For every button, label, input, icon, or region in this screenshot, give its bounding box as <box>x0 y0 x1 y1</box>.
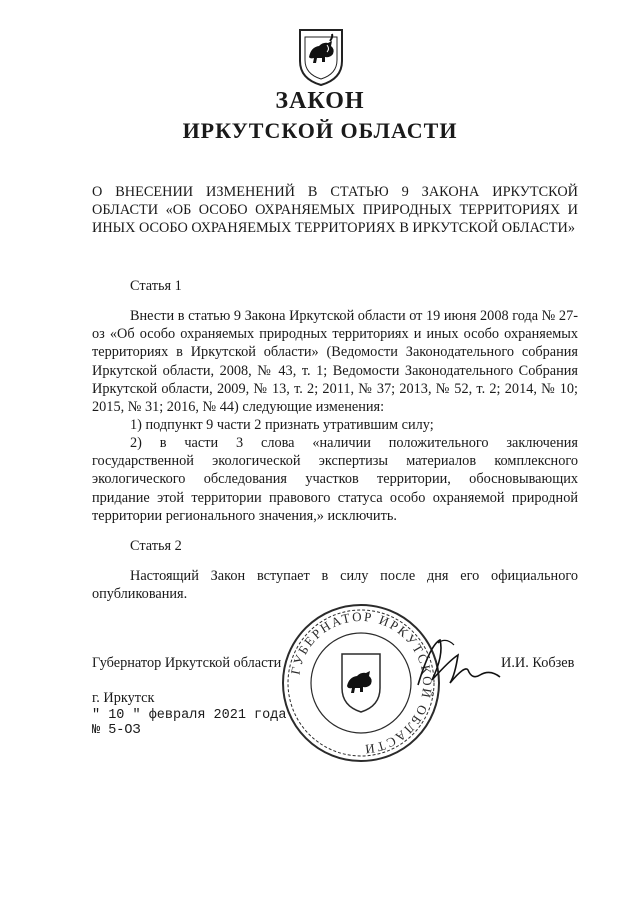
article-1-item-2: 2) в части 3 слова «наличии положительного заключения государственной экологической экспертизы материалов комплексного экологического обследования участков территории, обосновывающих придание этой территории правового статуса особо охраняемой природной территории регионального значения,» исключить. <box>92 435 578 524</box>
signing-date: " 10 " февраля 2021 года <box>92 708 287 723</box>
article-1-text: Внести в статью 9 Закона Иркутской области от 19 июня 2008 года № 27-оз «Об особо охраняемых природных территориях и иных особо охраняемых территориях в Иркутской области» (Ведомости Законодательного собрания Иркутской области, 2008, № 43, т. 1; Ведомости Законодательного Собрания Иркутской области, 2009, № 13, т. 2; 2011, № 37; 2013, № 52, т. 2; 2014, № 10; 2015, № 31; 2016, № 44) следующие изменения: <box>92 308 578 416</box>
law-heading: О ВНЕСЕНИИ ИЗМЕНЕНИЙ В СТАТЬЮ 9 ЗАКОНА ИРКУТСКОЙ ОБЛАСТИ «ОБ ОСОБО ОХРАНЯЕМЫХ ПРИРОДНЫХ ТЕРРИТОРИЯХ И ИНЫХ ОСОБО ОХРАНЯЕМЫХ ТЕРРИТОРИЯХ В ИРКУТСКОЙ ОБЛАСТИ» <box>92 184 578 237</box>
law-number: № 5-ОЗ <box>92 723 141 738</box>
article-2-label: Статья 2 <box>130 538 182 554</box>
coat-of-arms-icon <box>297 27 345 87</box>
article-2-text: Настоящий Закон вступает в силу после дня его официального опубликования. <box>92 568 578 603</box>
document-subtitle: ИРКУТСКОЙ ОБЛАСТИ <box>182 118 458 143</box>
article-1-label: Статья 1 <box>130 278 182 294</box>
governor-title: Губернатор Иркутской области <box>92 655 282 671</box>
svg-text:ГУБЕРНАТОР ИРКУТСКОЙ ОБЛАСТИ: ГУБЕРНАТОР ИРКУТСКОЙ ОБЛАСТИ <box>287 608 436 758</box>
document-title: ЗАКОН <box>275 88 365 114</box>
governor-name: И.И. Кобзев <box>501 655 575 671</box>
signing-place: г. Иркутск <box>92 690 155 706</box>
article-1-item-1: 1) подпункт 9 части 2 признать утратившим силу; <box>130 417 434 433</box>
